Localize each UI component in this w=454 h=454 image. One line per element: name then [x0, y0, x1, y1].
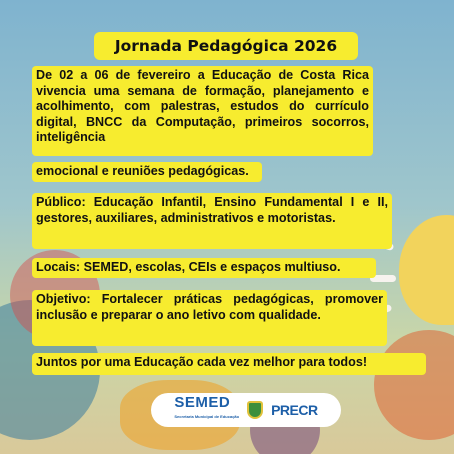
page-title: Jornada Pedagógica 2026	[114, 37, 338, 55]
objective-paragraph: Objetivo: Fortalecer práticas pedagógicas, promover inclusão e preparar o ano letivo com qualidade.	[32, 290, 387, 346]
audience-paragraph: Público: Educação Infantil, Ensino Fundamental I e II, gestores, auxiliares, administrativos e motoristas.	[32, 193, 392, 249]
locations-paragraph: Locais: SEMED, escolas, CEIs e espaços multiuso.	[32, 258, 376, 278]
decorative-blob	[374, 330, 454, 440]
precr-logo: PRECR	[271, 402, 318, 418]
semed-logo-subtitle: Secretaria Municipal de Educação	[174, 414, 240, 419]
title-banner	[94, 32, 358, 60]
semed-logo	[174, 396, 239, 424]
logo-bar	[151, 393, 341, 427]
intro-paragraph: De 02 a 06 de fevereiro a Educação de Costa Rica vivencia uma semana de formação, planejamento e acolhimento, com palestras, estudos do currículo digital, BNCC da Computação, primeiros socorros, inteligência	[32, 66, 373, 156]
lightbulb-icon	[399, 215, 454, 325]
semed-logo-text: SEMED	[174, 394, 231, 411]
municipal-crest-icon	[247, 401, 263, 419]
intro-paragraph-continued: emocional e reuniões pedagógicas.	[32, 162, 262, 182]
slogan-text: Juntos por uma Educação cada vez melhor para todos!	[32, 353, 426, 375]
